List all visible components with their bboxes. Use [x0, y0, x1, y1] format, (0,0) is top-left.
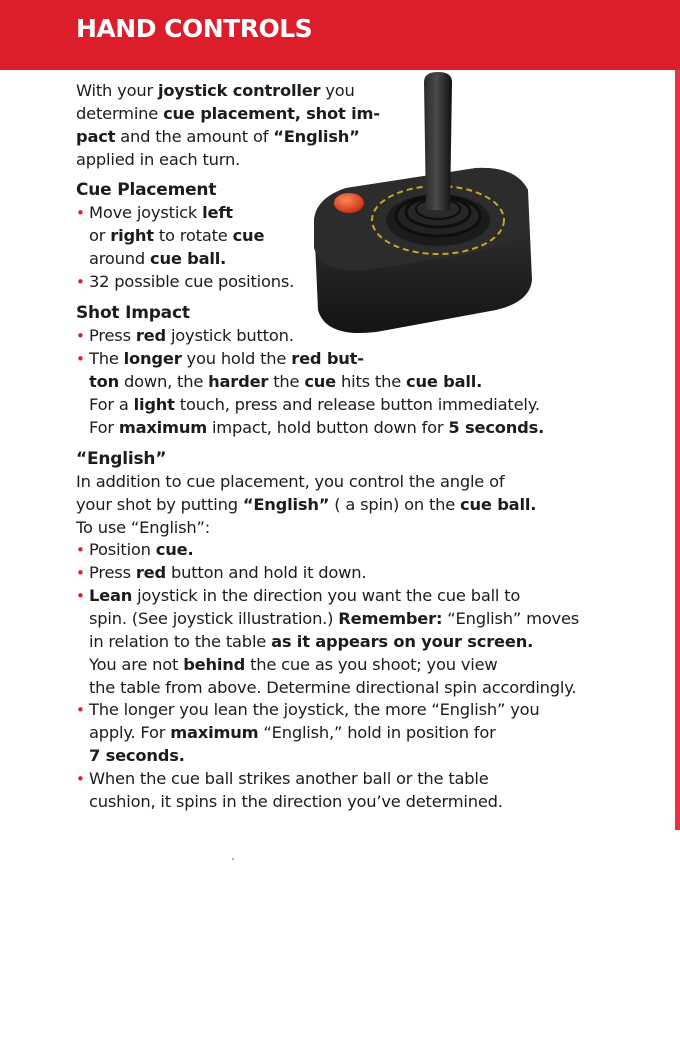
- emphasis-text: red: [135, 563, 166, 582]
- body-text: Press: [89, 326, 136, 345]
- bullet-line: [89, 563, 366, 583]
- bullet-marker: •: [76, 327, 85, 345]
- body-text: the cue as you shoot; you view: [245, 655, 498, 674]
- body-text: the: [268, 372, 305, 391]
- body-text: You are not: [89, 655, 184, 674]
- body-text: applied in each turn.: [76, 150, 241, 169]
- emphasis-text: cue ball.: [150, 249, 227, 268]
- body-text: For: [89, 418, 119, 437]
- body-text: The longer you lean the joystick, the more “English” you: [89, 700, 540, 719]
- bullet-line: [89, 226, 264, 246]
- body-text: down, the: [118, 372, 209, 391]
- body-text: to rotate: [153, 226, 233, 245]
- emphasis-text: “English”: [242, 495, 330, 514]
- bullet-line: [89, 395, 540, 415]
- emphasis-text: joystick controller: [157, 81, 321, 100]
- section-heading-english: “English”: [76, 449, 167, 469]
- emphasis-text: “English”: [273, 127, 360, 146]
- body-text: cushion, it spins in the direction you’ve determined.: [89, 792, 503, 811]
- emphasis-text: 5 seconds.: [448, 418, 545, 437]
- bullet-line: [89, 349, 364, 369]
- body-text: your shot by putting: [76, 495, 243, 514]
- emphasis-text: maximum: [170, 723, 259, 742]
- emphasis-text: red but-: [291, 349, 364, 368]
- body-text: spin. (See joystick illustration.): [89, 609, 339, 628]
- emphasis-text: light: [133, 395, 175, 414]
- body-text: button and hold it down.: [165, 563, 367, 582]
- emphasis-text: cue placement, shot im-: [163, 104, 380, 123]
- bullet-line: [89, 746, 185, 766]
- intro-line-2: [76, 104, 380, 124]
- bullet-line: [89, 418, 544, 438]
- bullet-line: [89, 700, 540, 720]
- bullet-marker: •: [76, 541, 85, 559]
- emphasis-text: as it appears on your screen.: [271, 632, 534, 651]
- bullet-marker: •: [76, 350, 85, 368]
- body-text: “English,” hold in position for: [258, 723, 496, 742]
- body-text: With your: [76, 81, 158, 100]
- bullet-line: [89, 723, 496, 743]
- bullet-line: [89, 326, 294, 346]
- section-heading-cue-placement: Cue Placement: [76, 180, 217, 200]
- body-text: the table from above. Determine directional spin accordingly.: [89, 678, 577, 697]
- section-heading-shot-impact: Shot Impact: [76, 303, 190, 323]
- body-text: determine: [76, 104, 164, 123]
- bullet-line: [89, 655, 498, 675]
- emphasis-text: cue ball.: [406, 372, 483, 391]
- intro-line-3: [76, 127, 360, 147]
- emphasis-text: cue: [232, 226, 265, 245]
- body-text: 32 possible cue positions.: [89, 272, 295, 291]
- emphasis-text: right: [110, 226, 154, 245]
- bullet-line: [89, 792, 503, 812]
- page-edge-stripe: [675, 70, 680, 830]
- body-text: in relation to the table: [89, 632, 272, 651]
- emphasis-text: harder: [208, 372, 269, 391]
- body-text: Position: [89, 540, 156, 559]
- body-text: “English” moves: [442, 609, 580, 628]
- page-title: HAND CONTROLS: [76, 14, 313, 43]
- bullet-line: [89, 632, 533, 652]
- bullet-line: [89, 678, 576, 698]
- bullet-line: [89, 272, 294, 292]
- bullet-line: [89, 540, 193, 560]
- intro-line-1: [76, 81, 355, 101]
- emphasis-text: ton: [89, 372, 119, 391]
- body-text: ( a spin) on the: [329, 495, 461, 514]
- emphasis-text: maximum: [118, 418, 207, 437]
- body-text: To use “English”:: [76, 518, 211, 537]
- body-text: and the amount of: [115, 127, 274, 146]
- emphasis-text: cue.: [155, 540, 194, 559]
- bullet-line: [89, 372, 482, 392]
- emphasis-text: cue ball.: [460, 495, 537, 514]
- bullet-line: [89, 203, 233, 223]
- bullet-marker: •: [76, 273, 85, 291]
- bullet-marker: •: [76, 701, 85, 719]
- emphasis-text: left: [202, 203, 233, 222]
- bullet-line: [89, 769, 489, 789]
- body-text: For a: [89, 395, 134, 414]
- body-text: joystick button.: [165, 326, 294, 345]
- bullet-line: [89, 586, 520, 606]
- body-text: joystick in the direction you want the cue ball to: [132, 586, 521, 605]
- emphasis-text: 7 seconds.: [89, 746, 185, 765]
- body-text: apply. For: [89, 723, 171, 742]
- body-text: you hold the: [181, 349, 292, 368]
- body-text: Press: [89, 563, 136, 582]
- body-text: around: [89, 249, 151, 268]
- body-text: touch, press and release button immediately.: [174, 395, 540, 414]
- bullet-marker: •: [76, 564, 85, 582]
- bullet-line: [89, 249, 226, 269]
- emphasis-text: pact: [76, 127, 116, 146]
- body-text: hits the: [336, 372, 406, 391]
- bullet-marker: •: [76, 587, 85, 605]
- bullet-marker: •: [76, 770, 85, 788]
- paragraph-line: [76, 495, 536, 515]
- body-text: or: [89, 226, 111, 245]
- body-text: Move joystick: [89, 203, 203, 222]
- body-text: you: [320, 81, 355, 100]
- emphasis-text: red: [135, 326, 166, 345]
- emphasis-text: behind: [183, 655, 246, 674]
- intro-line-4: [76, 150, 240, 170]
- paragraph-line: [76, 472, 504, 492]
- emphasis-text: Lean: [89, 586, 133, 605]
- emphasis-text: cue: [304, 372, 337, 391]
- emphasis-text: Remember:: [338, 609, 443, 628]
- paragraph-line: [76, 518, 210, 538]
- speck: [232, 858, 234, 860]
- bullet-line: [89, 609, 579, 629]
- body-text: In addition to cue placement, you control the angle of: [76, 472, 505, 491]
- body-text: impact, hold button down for: [206, 418, 449, 437]
- emphasis-text: longer: [123, 349, 182, 368]
- bullet-marker: •: [76, 204, 85, 222]
- body-text: When the cue ball strikes another ball or the table: [89, 769, 489, 788]
- body-text: The: [89, 349, 124, 368]
